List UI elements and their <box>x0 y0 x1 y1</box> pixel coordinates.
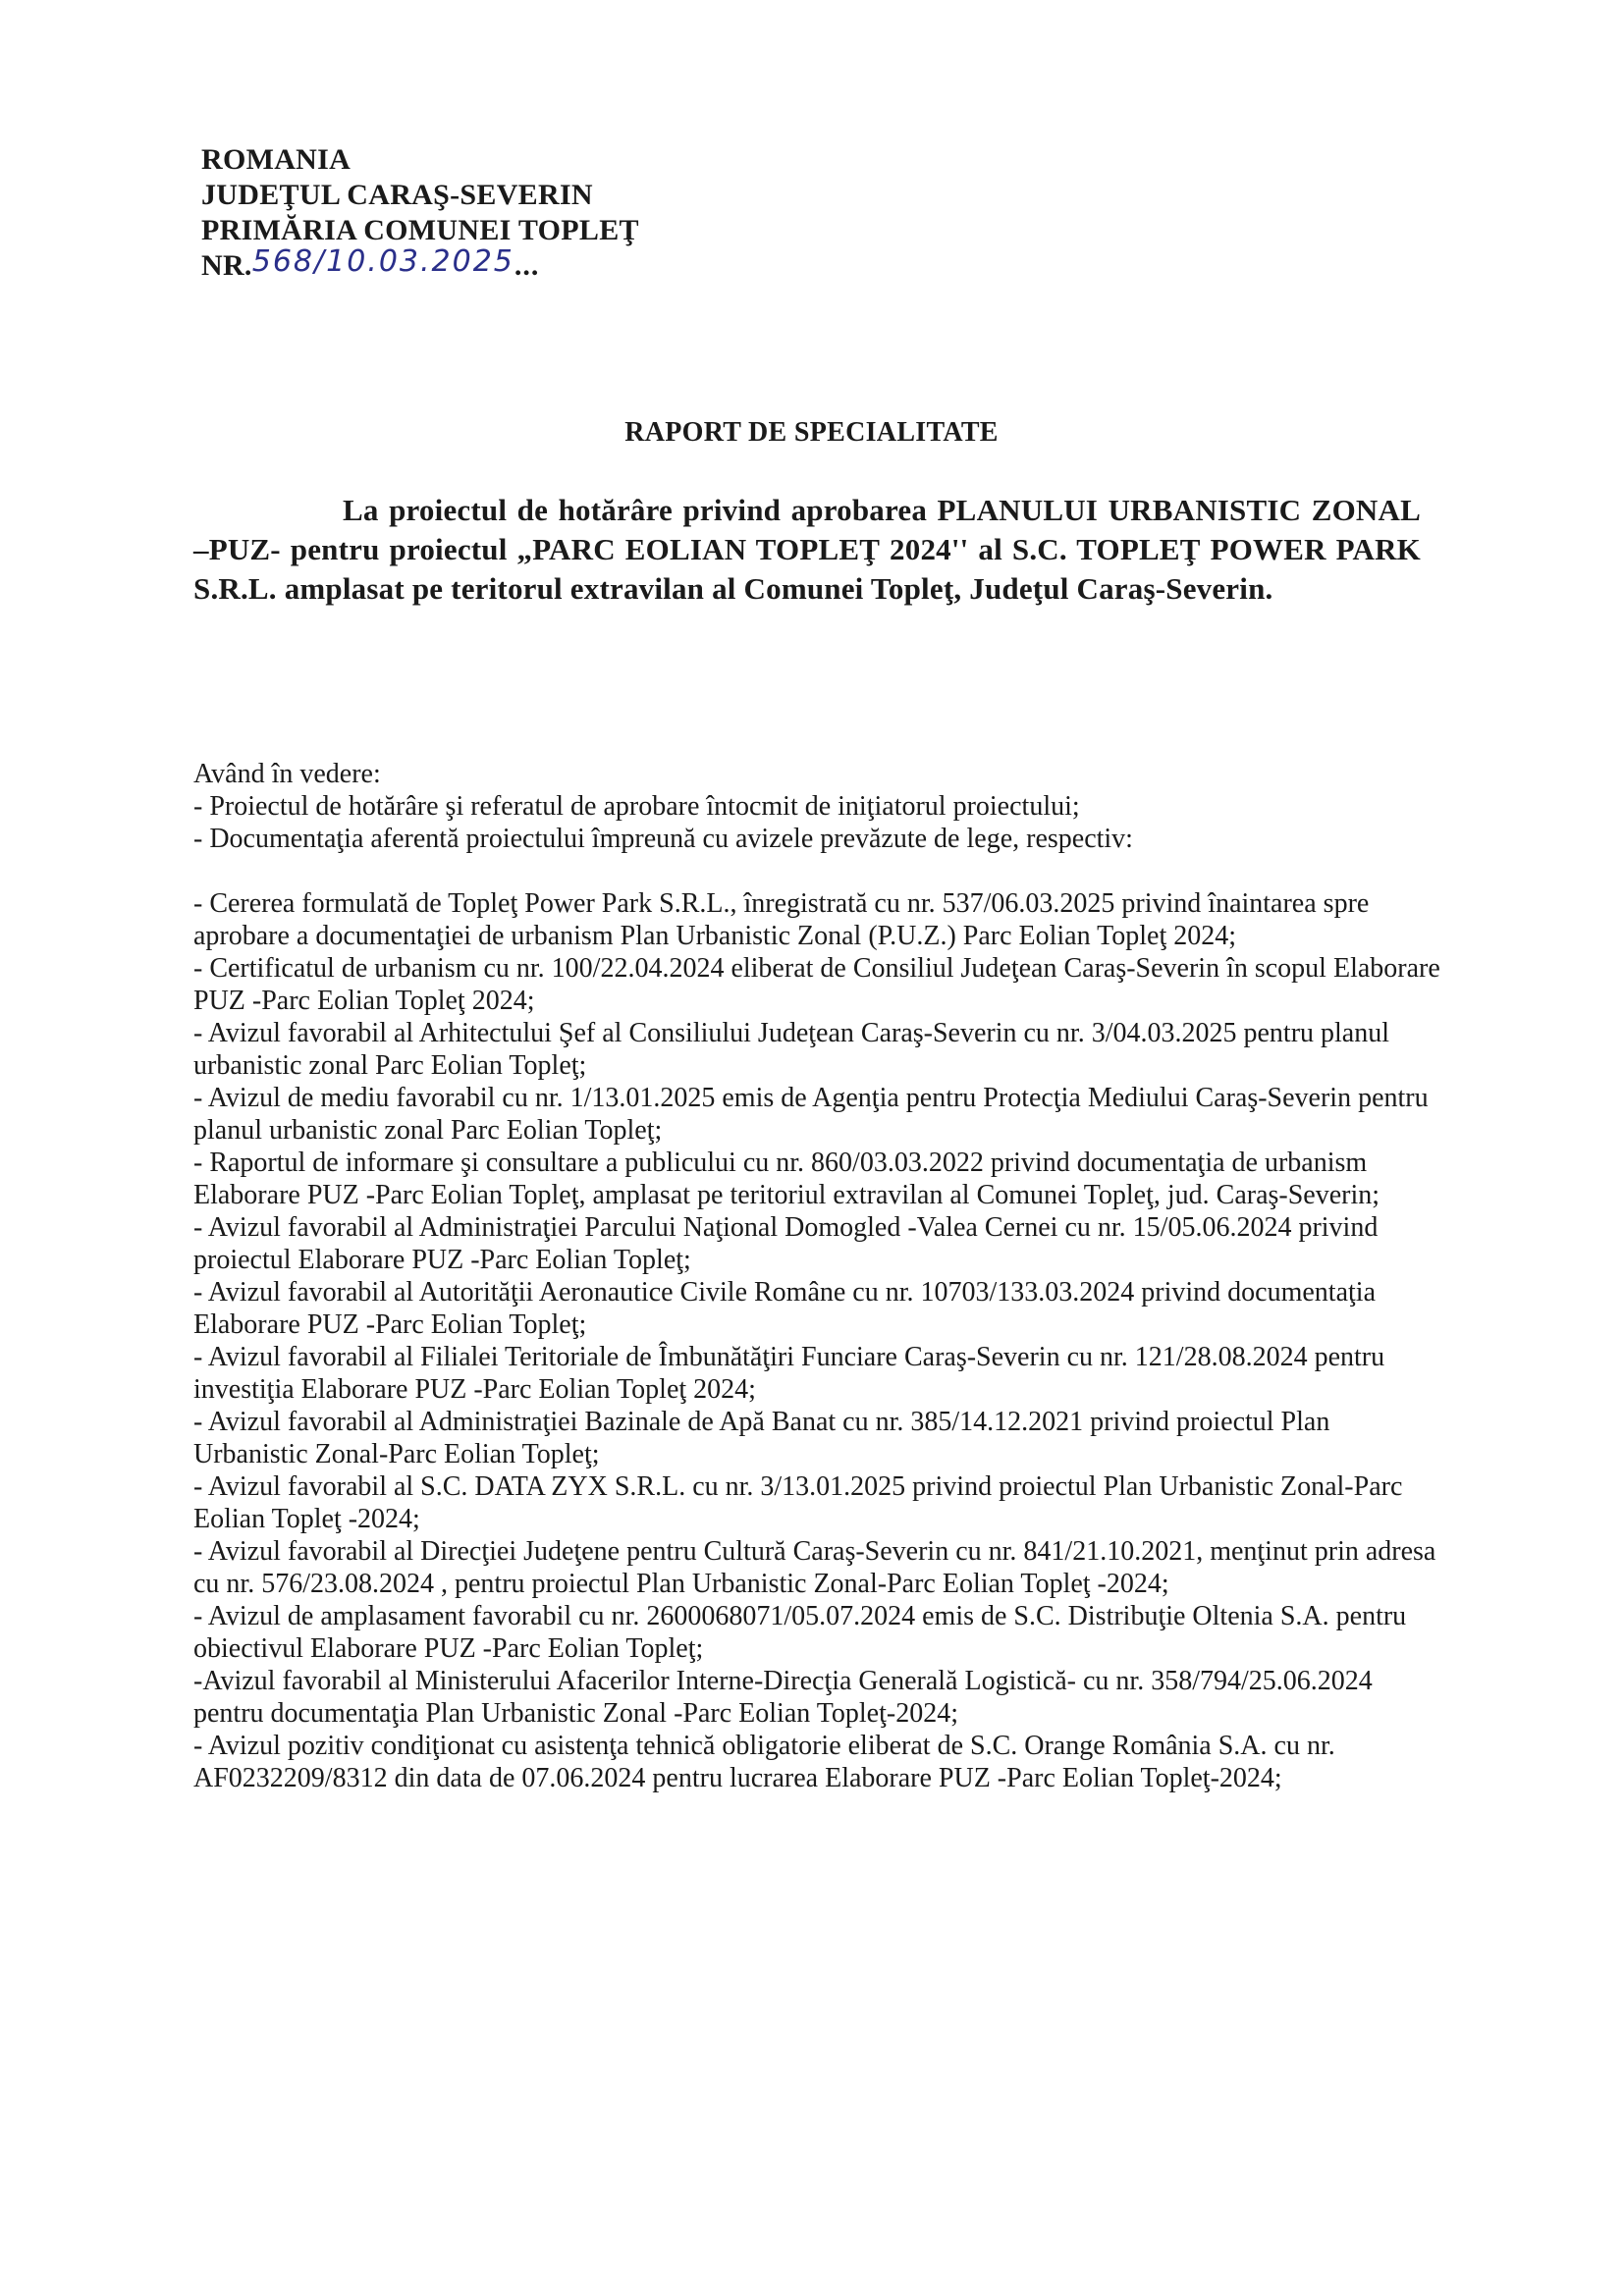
document-title: RAPORT DE SPECIALITATE <box>624 417 999 448</box>
registration-number <box>201 244 639 284</box>
intro-lead: Având în vedere: <box>193 759 381 789</box>
document-item: - Raportul de informare şi consultare a publicului cu nr. 860/03.03.2022 privind documentaţia de urbanism Elaborare PUZ -Parc Eolian Topleţ, amplasat pe teritoriul extravilan al Comunei Topleţ, jud. Caraş-Severin; <box>193 1148 1380 1210</box>
document-item: - Cererea formulată de Topleţ Power Park S.R.L., înregistrată cu nr. 537/06.03.2025 privind înaintarea spre aprobare a documentaţiei de urbanism Plan Urbanistic Zonal (P.U.Z.) Parc Eolian Topleţ 2024; <box>193 888 1370 951</box>
intro-item: - Proiectul de hotărâre şi referatul de aprobare întocmit de iniţiatorul proiectului; <box>193 791 1080 822</box>
document-item: - Avizul favorabil al Direcţiei Judeţene pentru Cultură Caraş-Severin cu nr. 841/21.10.2021, menţinut prin adresa cu nr. 576/23.08.2024 , pentru proiectul Plan Urbanistic Zonal-Parc Eolian Topleţ -2024; <box>193 1536 1436 1599</box>
registration-number-value: 568/10.03.2025 <box>251 244 514 279</box>
document-item: - Avizul favorabil al Arhitectului Şef al Consiliului Judeţean Caraş-Severin cu nr. 3/04.03.2025 pentru planul urbanistic zonal Parc Eolian Topleţ; <box>193 1018 1389 1081</box>
document-item: - Avizul pozitiv condiţionat cu asistenţa tehnică obligatorie eliberat de S.C. Orange România S.A. cu nr. AF0232209/8312 din data de 07.06.2024 pentru lucrarea Elaborare PUZ -Parc Eolian Topleţ-2024; <box>193 1731 1335 1793</box>
document-item: - Certificatul de urbanism cu nr. 100/22.04.2024 eliberat de Consiliul Judeţean Caraş-Severin în scopul Elaborare PUZ -Parc Eolian Topleţ 2024; <box>193 953 1440 1016</box>
header-county: JUDEŢUL CARAŞ-SEVERIN <box>201 179 593 211</box>
document-item: - Avizul de mediu favorabil cu nr. 1/13.01.2025 emis de Agenţia pentru Protecţia Mediului Caraş-Severin pentru planul urbanistic zonal Parc Eolian Topleţ; <box>193 1083 1429 1146</box>
document-item: -Avizul favorabil al Ministerului Afacerilor Interne-Direcţia Generală Logistică- cu nr. 358/794/25.06.2024 pentru documentaţia Plan Urbanistic Zonal -Parc Eolian Topleţ-2024; <box>193 1666 1373 1729</box>
registration-number-label: NR. <box>201 249 252 282</box>
document-item: - Avizul favorabil al Filialei Teritoriale de Îmbunătăţiri Funciare Caraş-Severin cu nr. 121/28.08.2024 pentru investiţia Elaborare PUZ -Parc Eolian Topleţ 2024; <box>193 1342 1385 1405</box>
document-header <box>201 142 639 284</box>
document-subject: La proiectul de hotărâre privind aprobarea PLANULUI URBANISTIC ZONAL –PUZ- pentru proiectul „PARC EOLIAN TOPLEŢ 2024'' al S.C. TOPLEŢ POWER PARK S.R.L. amplasat pe teritorul extravilan al Comunei Topleţ, Judeţul Caraş-Severin. <box>193 493 1421 606</box>
intro-item: - Documentaţia aferentă proiectului împreună cu avizele prevăzute de lege, respectiv: <box>193 824 1133 854</box>
document-item: - Avizul favorabil al Administraţiei Parcului Naţional Domogled -Valea Cernei cu nr. 15/05.06.2024 privind proiectul Elaborare PUZ -Parc Eolian Topleţ; <box>193 1212 1379 1275</box>
header-institution: PRIMĂRIA COMUNEI TOPLEŢ <box>201 214 639 246</box>
header-country: ROMANIA <box>201 143 352 176</box>
document-item: - Avizul de amplasament favorabil cu nr. 2600068071/05.07.2024 emis de S.C. Distribuţie Oltenia S.A. pentru obiectivul Elaborare PUZ -Parc Eolian Topleţ; <box>193 1601 1407 1664</box>
document-body <box>193 758 1440 1794</box>
registration-number-trailing: ... <box>514 249 540 282</box>
document-item: - Avizul favorabil al Autorităţii Aeronautice Civile Române cu nr. 10703/133.03.2024 privind documentaţia Elaborare PUZ -Parc Eolian Topleţ; <box>193 1277 1376 1340</box>
document-item: - Avizul favorabil al S.C. DATA ZYX S.R.L. cu nr. 3/13.01.2025 privind proiectul Plan Urbanistic Zonal-Parc Eolian Topleţ -2024; <box>193 1471 1403 1534</box>
document-item: - Avizul favorabil al Administraţiei Bazinale de Apă Banat cu nr. 385/14.12.2021 privind proiectul Plan Urbanistic Zonal-Parc Eolian Topleţ; <box>193 1407 1330 1469</box>
